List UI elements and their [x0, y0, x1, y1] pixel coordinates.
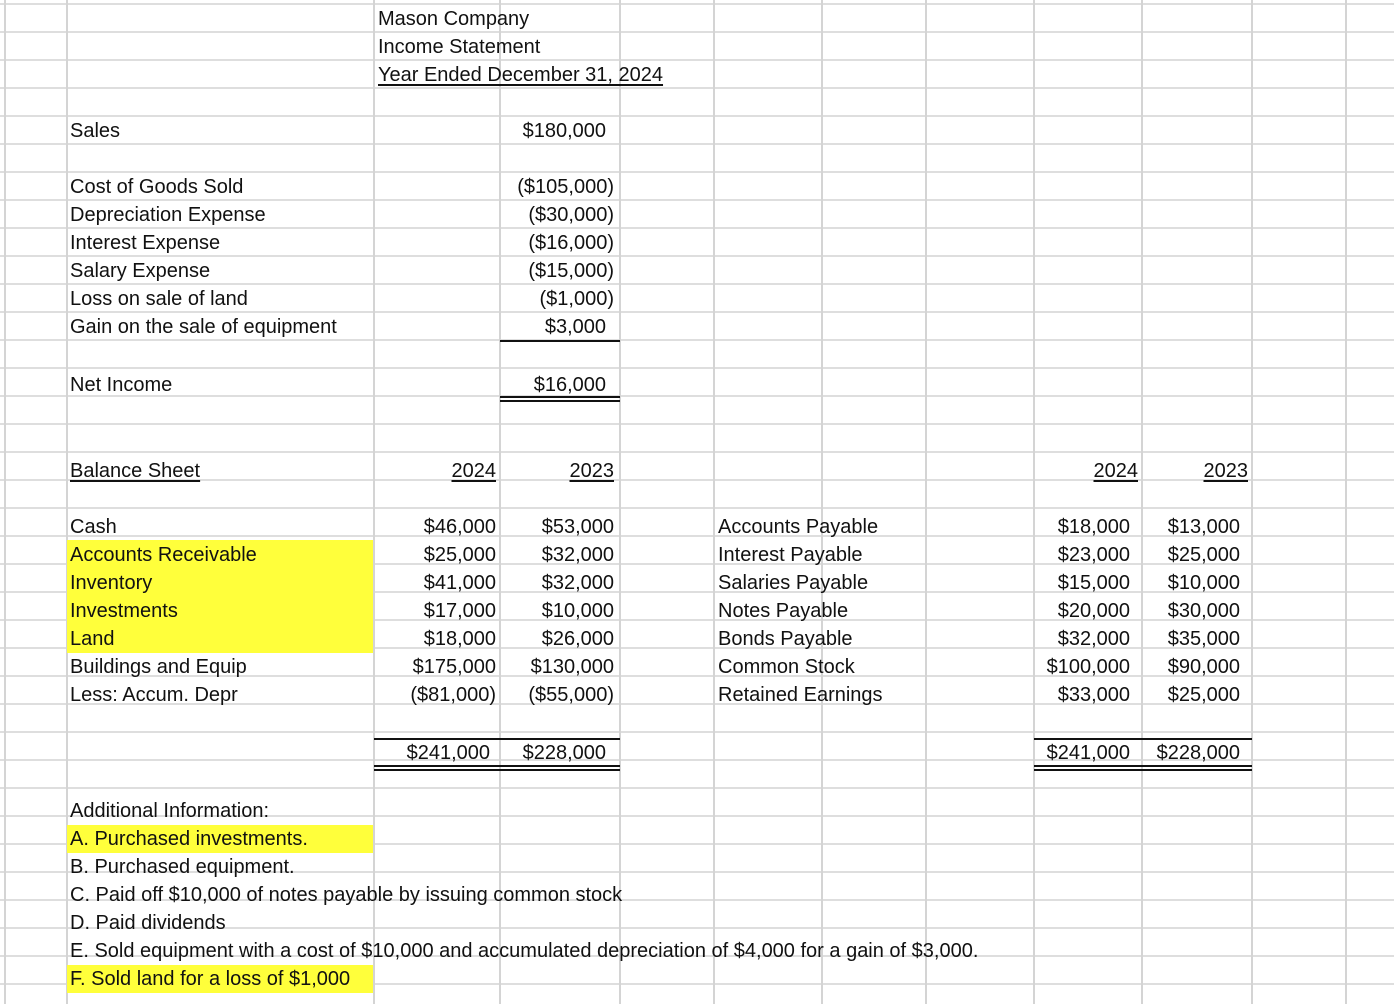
info-item: A. Purchased investments. — [70, 828, 308, 850]
le-label: Interest Payable — [718, 544, 863, 566]
le-2024-value: $23,000 — [1057, 544, 1130, 566]
le-2024-value: $18,000 — [1057, 516, 1130, 538]
le-2023-value: $25,000 — [1167, 544, 1240, 566]
asset-2023-value: $130,000 — [530, 656, 614, 678]
expense-label: Depreciation Expense — [70, 204, 266, 226]
company-name: Mason Company — [378, 8, 530, 30]
expense-label: Interest Expense — [70, 232, 221, 254]
asset-2024-value: $17,000 — [423, 600, 496, 622]
asset-label: Investments — [70, 600, 178, 622]
asset-2024-value: $175,000 — [412, 656, 496, 678]
le-label: Notes Payable — [718, 600, 849, 622]
asset-label: Less: Accum. Depr — [70, 684, 238, 706]
net-income-value: $16,000 — [533, 374, 606, 396]
total-le-2023: $228,000 — [1156, 742, 1240, 764]
expense-value: ($105,000) — [517, 176, 614, 198]
le-label: Accounts Payable — [718, 516, 879, 538]
le-2023-value: $35,000 — [1167, 628, 1240, 650]
asset-2023-value: $32,000 — [541, 544, 614, 566]
statement-period: Year Ended December 31, 2024 — [378, 64, 664, 86]
asset-year-2024: 2024 — [451, 460, 496, 482]
expense-value: ($15,000) — [528, 260, 614, 282]
asset-2023-value: $10,000 — [541, 600, 614, 622]
asset-label: Buildings and Equip — [70, 656, 247, 678]
info-item: F. Sold land for a loss of $1,000 — [70, 968, 351, 990]
info-item: E. Sold equipment with a cost of $10,000 and accumulated depreciation of $4,000 for a gain of $3,000. — [70, 940, 979, 962]
asset-2024-value: ($81,000) — [410, 684, 496, 706]
expense-value: ($1,000) — [539, 288, 614, 310]
balance-sheet-title: Balance Sheet — [70, 460, 201, 482]
net-income-double-rule-bottom — [500, 400, 620, 402]
le-total-double-rule-top — [1034, 765, 1252, 767]
asset-2023-value: $53,000 — [541, 516, 614, 538]
total-le-2024: $241,000 — [1046, 742, 1130, 764]
net-income-label: Net Income — [70, 374, 173, 396]
assets-total-double-rule-top — [374, 765, 620, 767]
expense-label: Gain on the sale of equipment — [70, 316, 337, 338]
le-2024-value: $20,000 — [1057, 600, 1130, 622]
net-income-double-rule-top — [500, 396, 620, 398]
expense-value: ($16,000) — [528, 232, 614, 254]
info-item: B. Purchased equipment. — [70, 856, 295, 878]
le-2023-value: $25,000 — [1167, 684, 1240, 706]
asset-label: Inventory — [70, 572, 153, 594]
asset-2023-value: $26,000 — [541, 628, 614, 650]
le-label: Common Stock — [718, 656, 855, 678]
asset-2023-value: ($55,000) — [528, 684, 614, 706]
asset-2023-value: $32,000 — [541, 572, 614, 594]
sales-label: Sales — [70, 120, 121, 142]
expense-label: Salary Expense — [70, 260, 211, 282]
le-2023-value: $10,000 — [1167, 572, 1240, 594]
le-2023-value: $13,000 — [1167, 516, 1240, 538]
le-total-double-rule-bottom — [1034, 769, 1252, 771]
additional-info-title: Additional Information: — [70, 800, 270, 822]
asset-2024-value: $41,000 — [423, 572, 496, 594]
sales-value: $180,000 — [522, 120, 606, 142]
expense-value: $3,000 — [544, 316, 606, 338]
total-assets-2024: $241,000 — [406, 742, 490, 764]
le-2024-value: $15,000 — [1057, 572, 1130, 594]
le-year-2023: 2023 — [1203, 460, 1248, 482]
asset-label: Land — [70, 628, 115, 650]
le-label: Bonds Payable — [718, 628, 853, 650]
le-year-2024: 2024 — [1093, 460, 1138, 482]
expense-value: ($30,000) — [528, 204, 614, 226]
info-item: D. Paid dividends — [70, 912, 226, 934]
le-label: Retained Earnings — [718, 684, 883, 706]
expense-label: Loss on sale of land — [70, 288, 248, 310]
total-assets-2023: $228,000 — [522, 742, 606, 764]
asset-2024-value: $18,000 — [423, 628, 496, 650]
le-2023-value: $90,000 — [1167, 656, 1240, 678]
subtotal-rule — [500, 340, 620, 342]
le-2023-value: $30,000 — [1167, 600, 1240, 622]
assets-total-double-rule-bottom — [374, 769, 620, 771]
le-2024-value: $33,000 — [1057, 684, 1130, 706]
le-2024-value: $32,000 — [1057, 628, 1130, 650]
asset-label: Cash — [70, 516, 117, 538]
expense-label: Cost of Goods Sold — [70, 176, 244, 198]
le-label: Salaries Payable — [718, 572, 869, 594]
asset-2024-value: $25,000 — [423, 544, 496, 566]
le-2024-value: $100,000 — [1046, 656, 1130, 678]
asset-year-2023: 2023 — [569, 460, 614, 482]
statement-title: Income Statement — [378, 36, 541, 58]
asset-label: Accounts Receivable — [70, 544, 257, 566]
info-item: C. Paid off $10,000 of notes payable by issuing common stock — [70, 884, 623, 906]
asset-2024-value: $46,000 — [423, 516, 496, 538]
